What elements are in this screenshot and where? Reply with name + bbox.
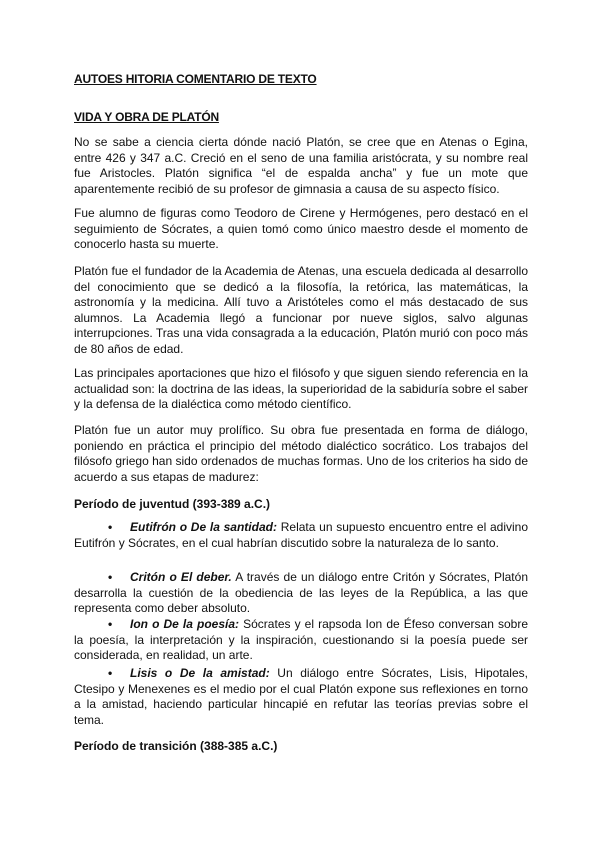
work-title: Ion o De la poesía: [130,617,240,631]
work-item-eutifron [74,520,528,551]
work-description: Relata un supuesto encuentro entre el adivino Eutifrón y Sócrates, en el cual habrían discutido sobre la naturaleza de lo santo. [74,520,529,550]
section-title: VIDA Y OBRA DE PLATÓN [74,110,219,124]
work-item-criton [74,570,528,617]
paragraph-academy: Platón fue el fundador de la Academia de Atenas, una escuela dedicada al desarrollo del conocimiento que se dedicó a la filosofía, la retórica, las matemáticas, la astronomía y la medicina. Allí tuvo a Aristóteles como el más destacado de sus alumnos. La Academia llegó a funcionar por nueve siglos, salvo algunas interrupciones. Tras una vida consagrada a la educación, Platón murió con poco más de 80 años de edad. [74,264,528,356]
work-title: Lisis o De la amistad: [130,666,270,680]
work-title: Eutifrón o De la santidad: [130,520,277,534]
work-title: Critón o El deber. [130,570,232,584]
work-item-ion [74,617,528,664]
bullet-icon: • [108,520,113,534]
period-youth-title: Período de juventud (393-389 a.C.) [74,497,271,511]
document-title: AUTOES HITORIA COMENTARIO DE TEXTO [74,72,317,86]
work-description: Un diálogo entre Sócrates, Lisis, Hipotales, Ctesipo y Menexenes es el medio por el cual Platón expone sus reflexiones en torno a la amistad, haciendo particular hincapié en refutar las teorías previas sobre el tema. [74,666,528,727]
paragraph-works-intro: Platón fue un autor muy prolífico. Su obra fue presentada en forma de diálogo, poniendo en práctica el principio del método dialéctico socrático. Los trabajos del filósofo griego han sido ordenados de muchas formas. Uno de los criterios ha sido de acuerdo a sus etapas de madurez: [74,423,528,484]
paragraph-contributions: Las principales aportaciones que hizo el filósofo y que siguen siendo referencia en la actualidad son: la doctrina de las ideas, la superioridad de la sabiduría sobre el saber y la defensa de la dialéctica como método científico. [74,366,528,412]
work-description: A través de un diálogo entre Critón y Sócrates, Platón desarrolla la cuestión de la obediencia de las leyes de la República, a las que representa como deber absoluto. [74,570,528,616]
bullet-icon: • [108,570,113,584]
bullet-icon: • [108,617,113,631]
paragraph-teachers: Fue alumno de figuras como Teodoro de Cirene y Hermógenes, pero destacó en el seguimiento de Sócrates, a quien tomó como único maestro desde el momento de conocerlo hasta su muerte. [74,206,528,252]
period-transition-title: Período de transición (388-385 a.C.) [74,739,278,753]
paragraph-birth: No se sabe a ciencia cierta dónde nació Platón, se cree que en Atenas o Egina, entre 426 y 347 a.C. Creció en el seno de una familia aristócrata, y su nombre real fue Aristocles. Platón significa “el de espalda ancha” y fue un mote que aparentemente recibió de su profesor de gimnasia a causa de su aspecto físico. [74,135,528,196]
work-item-lisis [74,666,528,728]
work-description: Sócrates y el rapsoda Ion de Éfeso conversan sobre la poesía, la interpretación y la inspiración, cuestionando si la poesía puede ser considerada, en realidad, un arte. [74,617,528,663]
bullet-icon: • [108,666,113,680]
